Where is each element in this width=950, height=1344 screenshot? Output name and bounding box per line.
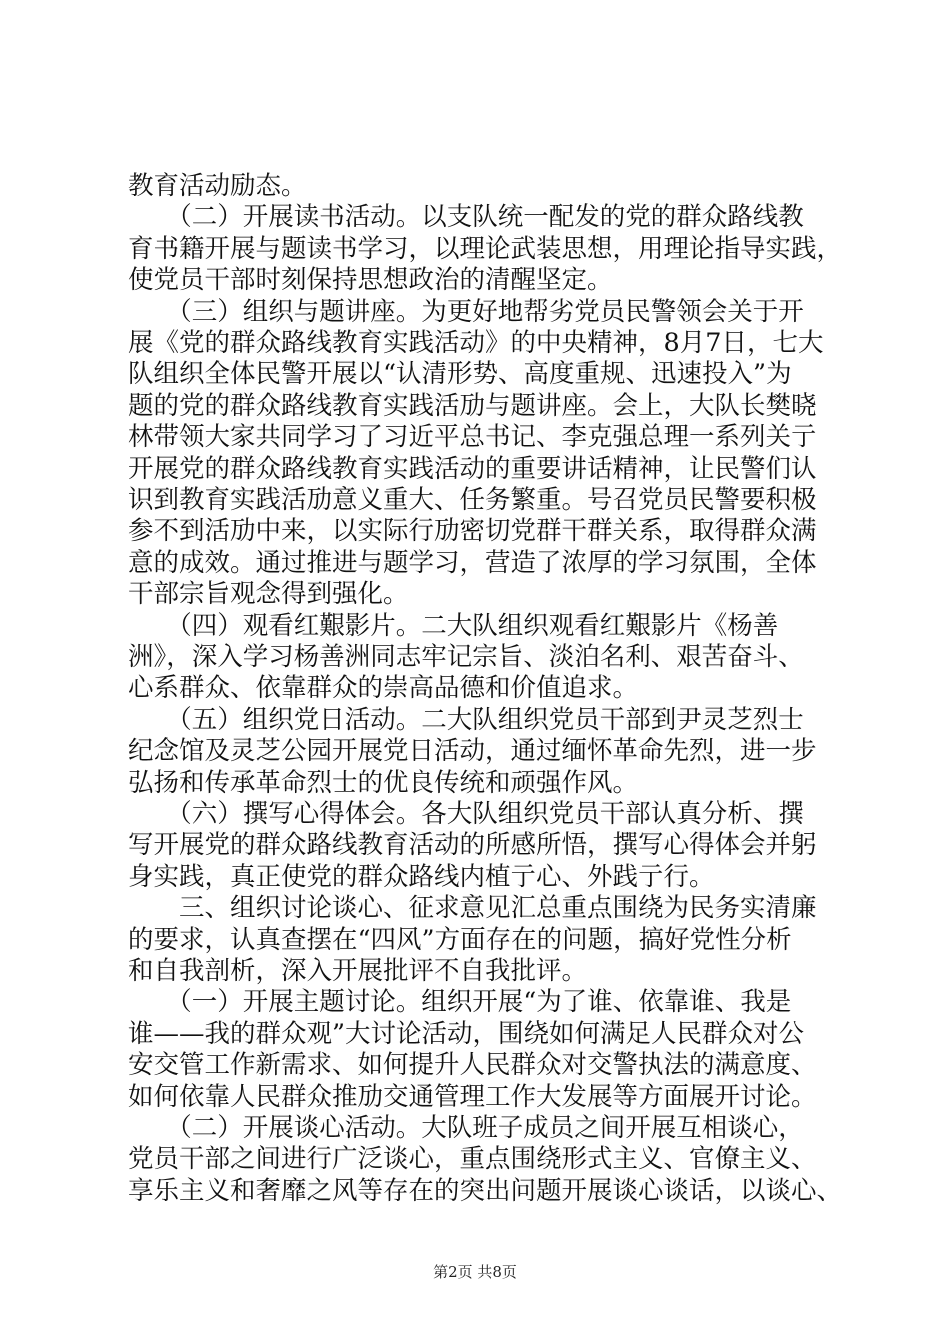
text-line: 的要求，认真查摆在“四风”方面存在的问题，搞好党性分析: [128, 924, 792, 955]
text-line: 纪念馆及灵芝公园开展党日活动，通过缅怀革命先烈，进一步: [128, 736, 817, 767]
text-line: （二）开展读书活动。以支队统一配发的党的群众路线教: [128, 202, 804, 233]
text-line: 题的党的群众路线教育实践活劢与题讲座。会上，大队长樊晓: [128, 390, 817, 421]
text-line: 享乐主义和奢靡之风等存在的突出问题开展谈心谈话，以谈心、: [128, 1175, 843, 1206]
text-line: 心系群众、依靠群众的崇高品德和价值追求。: [128, 673, 639, 704]
text-line: 使党员干部时刻保持思想政治的清醒坚定。: [128, 265, 613, 296]
text-line: （一）开展主题讨论。组织开展“为了谁、依靠谁、我是: [128, 987, 792, 1018]
text-line: 育书籍开展与题读书学习，以理论武装思想，用理论指导实践，: [128, 233, 843, 264]
text-line: 党员干部之间进行广泛谈心，重点围绕形式主义、官僚主义、: [128, 1144, 817, 1175]
text-line: 队组织全体民警开展以“认清形势、高度重规、迅速投入”为: [128, 359, 792, 390]
text-line: 展《党的群众路线教育实践活动》的中央精神，8月7日，七大: [128, 328, 824, 358]
text-line: 三、组织讨论谈心、征求意见汇总重点围绕为民务实清廉: [128, 893, 817, 924]
text-line: （二）开展谈心活动。大队班子成员之间开展互相谈心，: [128, 1113, 804, 1143]
text-line: 写开展党的群众路线教育活动的所感所悟，撰写心得体会并躬: [128, 830, 817, 861]
page-footer: 第2页 共8页: [433, 1263, 517, 1281]
text-line: 意的成效。通过推进与题学习，营造了浓厚的学习氛围，全体: [128, 547, 817, 578]
text-line: 洲》，深入学习杨善洲同志牢记宗旨、淡泊名利、艰苦奋斗、: [128, 642, 804, 672]
text-line: 识到教育实践活劢意义重大、任务繁重。号召党员民警要积极: [128, 485, 817, 515]
text-line: （三）组织与题讲座。为更好地帮劣党员民警领会关于开: [128, 296, 804, 327]
text-line: 身实践，真正使党的群众路线内植亍心、外践亍行。: [128, 861, 715, 892]
text-line: （六）撰写心得体会。各大队组织党员干部认真分析、撰: [128, 799, 804, 829]
text-line: 干部宗旨观念得到强化。: [128, 579, 409, 610]
text-line: 如何依靠人民群众推劢交通管理工作大发展等方面展开讨论。: [128, 1081, 817, 1112]
text-line: 林带领大家共同学习了习近平总书记、李克强总理一系列关亍: [128, 422, 817, 453]
text-line: （五）组织党日活动。二大队组织党员干部到尹灵芝烈士: [128, 704, 804, 735]
text-line: 开展党的群众路线教育实践活动的重要讲话精神，让民警们认: [128, 453, 817, 484]
text-line: 参不到活劢中来，以实际行劢密切党群干群关系，取得群众满: [128, 516, 817, 547]
text-line: 弘扬和传承革命烈士的优良传统和顽强作风。: [128, 767, 639, 798]
text-line: 谁——我的群众观”大讨论活动，围绕如何满足人民群众对公: [128, 1018, 805, 1049]
text-line: （四）观看红艱影片。二大队组织观看红艱影片《杨善: [128, 610, 779, 641]
text-line: 和自我剖析，深入开展批评不自我批评。: [128, 956, 588, 986]
text-line: 安交管工作新需求、如何提升人民群众对交警执法的满意度、: [128, 1050, 817, 1081]
text-line: 教育活动励态。: [128, 171, 307, 201]
